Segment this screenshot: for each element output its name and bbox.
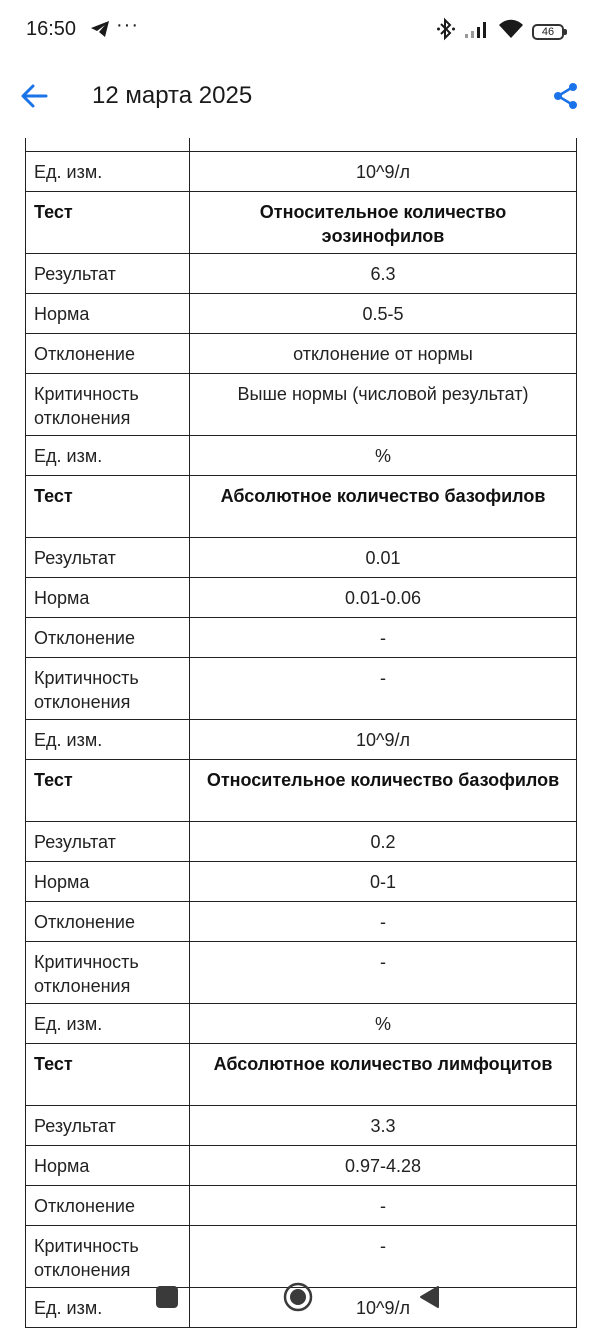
row-value: 0.01 <box>190 537 577 577</box>
table-row <box>26 373 577 435</box>
table-row <box>26 657 577 719</box>
table-row <box>26 941 577 1003</box>
row-label: Норма <box>26 1145 190 1185</box>
signal-icon <box>464 19 490 44</box>
row-value: - <box>190 941 577 1003</box>
row-value: 10^9/л <box>190 1287 577 1327</box>
table-row-test <box>26 191 577 253</box>
table-row <box>26 719 577 759</box>
row-value: - <box>190 1225 577 1287</box>
bluetooth-icon <box>436 18 456 45</box>
row-label: Ед. изм. <box>26 1003 190 1043</box>
row-label: Результат <box>26 1105 190 1145</box>
table-row <box>26 435 577 475</box>
table-row <box>26 253 577 293</box>
table-row <box>26 901 577 941</box>
status-time: 16:50 <box>26 18 77 40</box>
table-row <box>26 577 577 617</box>
recents-square-icon[interactable] <box>156 1286 178 1308</box>
table-row <box>26 151 577 191</box>
row-label: Результат <box>26 821 190 861</box>
table-row <box>26 1105 577 1145</box>
home-circle-icon[interactable] <box>283 1282 313 1312</box>
row-value: - <box>190 657 577 719</box>
system-nav-bar <box>0 1262 600 1332</box>
row-label: Ед. изм. <box>26 151 190 191</box>
row-value: Абсолютное количество базофилов <box>190 475 577 537</box>
row-label: Норма <box>26 577 190 617</box>
row-label: Тест <box>26 191 190 253</box>
row-value: 0-1 <box>190 861 577 901</box>
table-row <box>26 293 577 333</box>
row-value: 0.5-5 <box>190 293 577 333</box>
row-label: Ед. изм. <box>26 1287 190 1327</box>
table-row <box>26 617 577 657</box>
row-label: Отклонение <box>26 333 190 373</box>
table-row <box>26 1185 577 1225</box>
page-title: 12 марта 2025 <box>92 82 253 109</box>
row-value: 6.3 <box>190 253 577 293</box>
row-label: Критичность отклонения <box>26 657 190 719</box>
row-label: Результат <box>26 253 190 293</box>
row-value: Относительное количество эозинофилов <box>190 191 577 253</box>
row-label: Отклонение <box>26 1185 190 1225</box>
results-table <box>25 138 577 1328</box>
row-value: 0.97-4.28 <box>190 1145 577 1185</box>
row-label: Норма <box>26 293 190 333</box>
back-triangle-icon[interactable] <box>418 1285 440 1309</box>
row-label: Отклонение <box>26 901 190 941</box>
share-button[interactable] <box>548 78 584 114</box>
row-value: % <box>190 435 577 475</box>
row-label: Отклонение <box>26 617 190 657</box>
row-label: Критичность отклонения <box>26 941 190 1003</box>
row-value: % <box>190 1003 577 1043</box>
status-bar <box>0 0 600 62</box>
telegram-icon <box>90 20 110 43</box>
arrow-left-icon <box>20 82 48 110</box>
table-row <box>26 1145 577 1185</box>
row-value: 0.01-0.06 <box>190 577 577 617</box>
table-row-partial <box>26 138 577 151</box>
row-value: Выше нормы (числовой результат) <box>190 373 577 435</box>
row-value: 3.3 <box>190 1105 577 1145</box>
row-label: Критичность отклонения <box>26 373 190 435</box>
battery-icon: 46 <box>532 24 564 40</box>
table-row-test <box>26 1043 577 1105</box>
back-button[interactable] <box>16 78 52 114</box>
row-value: 0.2 <box>190 821 577 861</box>
row-label: Критичность отклонения <box>26 1225 190 1287</box>
row-value: - <box>190 901 577 941</box>
row-label: Тест <box>26 1043 190 1105</box>
more-notifications-icon: ··· <box>116 14 139 36</box>
row-value: 10^9/л <box>190 151 577 191</box>
table-row <box>26 1003 577 1043</box>
table-row <box>26 333 577 373</box>
row-value: - <box>190 617 577 657</box>
row-label: Норма <box>26 861 190 901</box>
app-bar <box>0 62 600 130</box>
row-label: Тест <box>26 759 190 821</box>
row-label: Тест <box>26 475 190 537</box>
wifi-icon <box>498 19 524 44</box>
results-table-viewport[interactable] <box>0 138 600 1318</box>
row-value: - <box>190 1185 577 1225</box>
row-label: Результат <box>26 537 190 577</box>
row-value: Относительное количество базофилов <box>190 759 577 821</box>
status-icons <box>436 18 564 45</box>
row-label: Ед. изм. <box>26 719 190 759</box>
row-label: Ед. изм. <box>26 435 190 475</box>
share-icon <box>552 82 580 110</box>
row-value: 10^9/л <box>190 719 577 759</box>
row-value: Абсолютное количество лимфоцитов <box>190 1043 577 1105</box>
row-value: отклонение от нормы <box>190 333 577 373</box>
table-row <box>26 537 577 577</box>
table-row <box>26 821 577 861</box>
table-row <box>26 861 577 901</box>
table-row-test <box>26 475 577 537</box>
table-row-test <box>26 759 577 821</box>
